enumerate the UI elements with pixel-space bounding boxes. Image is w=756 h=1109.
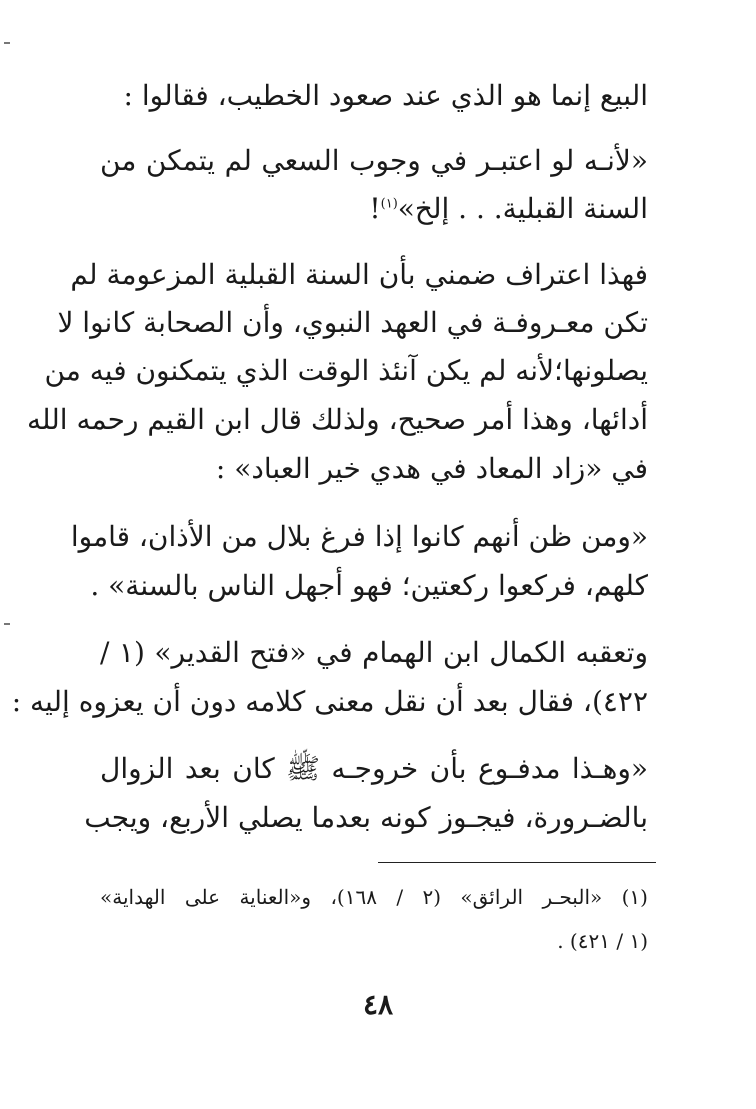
body-line-5: تكن معـروفـة في العهد النبوي، وأن الصحابة كانوا لا	[57, 306, 648, 339]
margin-mark	[4, 623, 10, 625]
body-line-6: يصلونها؛لأنه لم يكن آنئذ الوقت الذي يتمكنون فيه من	[44, 354, 648, 387]
body-line-11: وتعقبه الكمال ابن الهمام في «فتح القدير» (١ /	[100, 636, 648, 669]
footnote-separator	[378, 862, 656, 863]
body-line-4: فهذا اعتراف ضمني بأن السنة القبلية المزعومة لم	[70, 258, 648, 291]
footnote-line-1: (١) «البحـر الرائق» (٢ / ١٦٨)، و«العناية على الهداية»	[100, 885, 648, 909]
body-line-12: ٤٢٢)، فقال بعد أن نقل معنى كلامه دون أن يعزوه إليه :	[11, 685, 648, 718]
page-number: ٤٨	[362, 988, 394, 1021]
body-line-1: البيع إنما هو الذي عند صعود الخطيب، فقالوا :	[123, 79, 648, 112]
body-line-14: بالضـرورة، فيجـوز كونه بعدما يصلي الأربع، ويجب	[84, 801, 648, 834]
body-line-13: «وهـذا مدفـوع بأن خروجـه ﷺ كان بعد الزوال	[100, 752, 648, 785]
body-line-7: أدائها، وهذا أمر صحيح، ولذلك قال ابن القيم رحمه الله	[26, 403, 648, 436]
body-line-9: «ومن ظن أنهم كانوا إذا فرغ بلال من الأذان، قاموا	[70, 520, 648, 553]
body-line-2: «لأنـه لو اعتبـر في وجوب السعي لم يتمكن من	[100, 144, 648, 177]
body-line-3: السنة القبلية. . . إلخ»$^{(١)}$!	[369, 192, 648, 225]
body-line-10: كلهم، فركعوا ركعتين؛ فهو أجهل الناس بالسنة» .	[90, 569, 648, 602]
margin-mark	[4, 42, 10, 44]
body-line-8: في «زاد المعاد في هدي خير العباد» :	[215, 452, 648, 485]
footnote-marker: (١)	[380, 196, 398, 212]
footnote-line-2: (١ / ٤٢١) .	[557, 929, 648, 953]
